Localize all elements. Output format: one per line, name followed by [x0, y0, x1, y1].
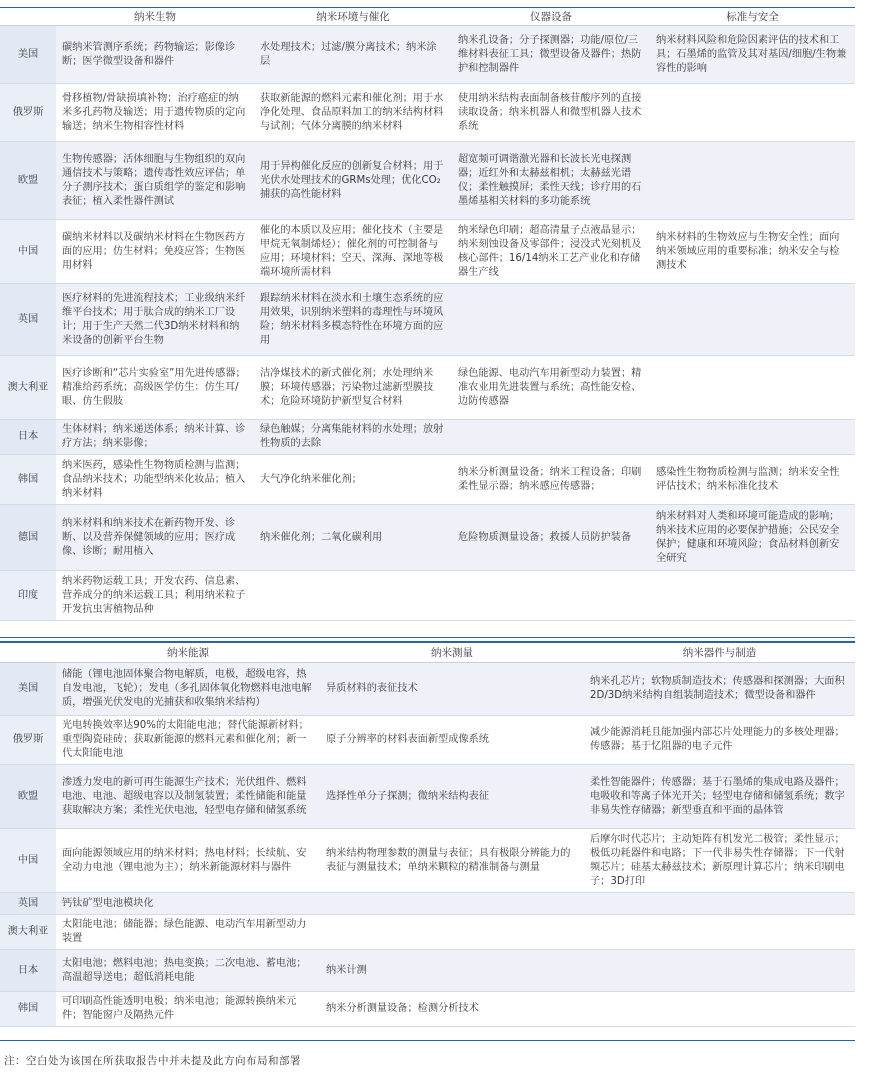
country-cell: 印度	[0, 571, 56, 621]
table-cell	[650, 571, 855, 621]
table-cell: 纳米材料和纳米技术在新药物开发、诊断、以及营养保健领域的应用；医疗成像、诊断；耐用植入	[56, 505, 254, 571]
table-cell: 光电转换效率达90%的太阳能电池；替代能源新材料；重型陶瓷硅砖；获取新能源的燃料元素和催化剂；新一代太阳能电池	[56, 716, 320, 765]
table-cell: 太阳电池；燃料电池；热电变换；二次电池、蓄电池；高温超导送电；超低消耗电能	[56, 950, 320, 992]
table-cell: 使用纳米结构表面制备核苷酸序列的直接读取设备；纳米机器人和微型机器人技术系统	[452, 84, 650, 142]
table-cell: 面向能源领域应用的纳米材料；热电材料；长续航、安全动力电池（锂电池为主）；纳米新能源材料与器件	[56, 829, 320, 893]
country-cell: 澳大利亚	[0, 915, 56, 950]
table-cell: 洁净煤技术的新式催化剂；水处理纳米膜；环境传感器；污染物过滤新型膜技术；危险环境防护新型复合材料	[254, 356, 452, 420]
table-cell: 催化的本质以及应用；催化技术（主要是甲烷无氧制烯烃）；催化剂的可控制备与应用；环境材料；空天、深海、深地等极端环境所需材料	[254, 220, 452, 284]
bottom-rule	[0, 1040, 855, 1041]
table-row	[0, 420, 855, 455]
country-cell: 欧盟	[0, 142, 56, 220]
table-row	[0, 716, 855, 765]
table-cell: 绿色触媒；分离集能材料的水处理；放射性物质的去除	[254, 420, 452, 455]
table-cell: 碳纳米材料以及碳纳米材料在生物医药方面的应用；仿生材料；免疫应答；生物医用材料	[56, 220, 254, 284]
header-nano-bio: 纳米生物	[56, 8, 254, 26]
table-cell: 钙钛矿型电池模块化	[56, 893, 320, 915]
table-cell: 渗透力发电的新可再生能源生产技术；光伏组件、燃料电池、电池、超级电容以及制氢装置；柔性储能和能量获取解决方案；柔性光伏电池，轻型电存储和储氢系统	[56, 765, 320, 829]
table-cell: 纳米分析测量设备；检测分析技术	[320, 992, 584, 1027]
header-standards-safety: 标准与安全	[650, 8, 855, 26]
table-cell	[650, 284, 855, 356]
table-row	[0, 356, 855, 420]
table-cell: 获取新能源的燃料元素和催化剂；用于水净化处理、食品原料加工的纳米结构材料与试剂；气体分离膜的纳米材料	[254, 84, 452, 142]
table-row	[0, 220, 855, 284]
table-row	[0, 950, 855, 992]
table-cell	[650, 84, 855, 142]
table-cell	[584, 893, 855, 915]
table-cell: 水处理技术；过滤/膜分离技术；纳米涂层	[254, 26, 452, 84]
table-cell: 异质材料的表征技术	[320, 663, 584, 716]
table-cell	[254, 571, 452, 621]
table-cell: 超宽频可调谐激光器和长波长光电探测器；近红外和太赫兹相机；太赫兹光谱仪；柔性触摸屏；柔性天线；诊疗用的石墨烯基相关材料的多功能系统	[452, 142, 650, 220]
table-row	[0, 505, 855, 571]
country-cell: 美国	[0, 26, 56, 84]
table-cell	[650, 142, 855, 220]
table-header-row	[0, 643, 855, 663]
header-corner	[0, 643, 56, 663]
country-cell: 俄罗斯	[0, 716, 56, 765]
country-cell: 俄罗斯	[0, 84, 56, 142]
table-cell: 纳米结构物理参数的测量与表征；具有极限分辨能力的表征与测量技术；单纳米颗粒的精准制备与测量	[320, 829, 584, 893]
country-cell: 中国	[0, 829, 56, 893]
table-cell: 碳纳米管测序系统；药物输运；影像诊断；医学微型设备和器件	[56, 26, 254, 84]
research-layout-table-1	[0, 7, 855, 621]
table-cell: 太阳能电池；储能器；绿色能源、电动汽车用新型动力装置	[56, 915, 320, 950]
table-cell: 纳米药物运载工具；开发农药、信息素、营养成分的纳米运载工具；利用纳米粒子开发抗虫害植物品种	[56, 571, 254, 621]
country-cell: 欧盟	[0, 765, 56, 829]
table-cell: 危险物质测量设备；救援人员防护装备	[452, 505, 650, 571]
country-cell: 日本	[0, 950, 56, 992]
table-cell	[452, 284, 650, 356]
table-row	[0, 765, 855, 829]
table-cell: 绿色能源、电动汽车用新型动力装置；精准农业用先进装置与系统；高性能安检、边防传感器	[452, 356, 650, 420]
country-cell: 英国	[0, 284, 56, 356]
table-cell: 大气净化纳米催化剂；	[254, 455, 452, 505]
table-cell	[584, 950, 855, 992]
table-cell: 医疗材料的先进流程技术；工业级纳米纤维平台技术；用于肽合成的纳米工厂设计；用于生产天然二代3D纳米材料和纳米设备的创新平台生物	[56, 284, 254, 356]
table-cell: 可印刷高性能透明电极；纳米电池；能源转换纳米元件；智能窗户及隔热元件	[56, 992, 320, 1027]
country-cell: 英国	[0, 893, 56, 915]
table-cell: 纳米材料的生物效应与生物安全性；面向纳米领域应用的重要标准；纳米安全与检测技术	[650, 220, 855, 284]
table-cell: 生体材料；纳米递送体系；纳米计算、诊疗方法；纳米影像；	[56, 420, 254, 455]
table-cell: 跟踪纳米材料在淡水和土壤生态系统的应用效果，识别纳米塑料的毒理性与环境风险；纳米材料多模态特性在环境方面的应用	[254, 284, 452, 356]
table-cell: 纳米孔设备；分子探测器；功能/原位/三维材料表征工具；微型设备及器件；热防护和控制器件	[452, 26, 650, 84]
table-cell: 纳米孔芯片；软物质制造技术；传感器和探测器；大面积2D/3D纳米结构自组装制造技术；微型设备和器件	[584, 663, 855, 716]
table-cell: 用于异构催化反应的创新复合材料；用于光伏水处理技术的GRMs处理；优化CO₂捕获的高性能材料	[254, 142, 452, 220]
table-cell: 医疗诊断和“芯片实验室”用先进传感器；精准给药系统；高级医学仿生：仿生耳/眼、仿生假肢	[56, 356, 254, 420]
table-cell: 柔性智能器件；传感器；基于石墨烯的集成电路及器件；电吸收和等离子体光开关；轻型电存储和储氢系统；数字非易失性存储器；新型垂直和平面的晶体管	[584, 765, 855, 829]
table-row	[0, 455, 855, 505]
table-row	[0, 663, 855, 716]
table-cell: 选择性单分子探测；微纳米结构表征	[320, 765, 584, 829]
table-cell: 纳米材料对人类和环境可能造成的影响；纳米技术应用的必要保护措施；公民安全保护；健康和环境风险；食品材料创新安全研究	[650, 505, 855, 571]
table-cell: 原子分辨率的材料表面新型成像系统	[320, 716, 584, 765]
table-cell: 感染性生物物质检测与监测；纳米安全性评估技术；纳米标准化技术	[650, 455, 855, 505]
footnote: 注：空白处为该国在所获取报告中并未提及此方向布局和部署	[4, 1055, 301, 1067]
header-nano-measurement: 纳米测量	[320, 643, 584, 663]
header-corner	[0, 8, 56, 26]
table-cell	[650, 420, 855, 455]
table-cell: 纳米绿色印刷；超高清量子点液晶显示；纳米刻蚀设备及零部件；浸没式光刻机及核心部件；16/14纳米工艺产业化和存储器生产线	[452, 220, 650, 284]
table-cell: 纳米分析测量设备；纳米工程设备；印刷柔性显示器；纳米感应传感器；	[452, 455, 650, 505]
table-row	[0, 84, 855, 142]
table-row	[0, 893, 855, 915]
table-cell	[650, 356, 855, 420]
research-layout-table-2	[0, 642, 855, 1027]
country-cell: 德国	[0, 505, 56, 571]
table-cell: 纳米医药，感染性生物物质检测与监测；食品纳米技术；功能型纳米化妆品；植入纳米材料	[56, 455, 254, 505]
country-cell: 澳大利亚	[0, 356, 56, 420]
table-cell: 纳米计测	[320, 950, 584, 992]
table-cell	[320, 893, 584, 915]
table-row	[0, 915, 855, 950]
table-cell	[320, 915, 584, 950]
table-cell	[584, 915, 855, 950]
table-row	[0, 571, 855, 621]
table-row	[0, 142, 855, 220]
table-row	[0, 284, 855, 356]
table-row	[0, 829, 855, 893]
table-row	[0, 26, 855, 84]
table-cell	[452, 420, 650, 455]
table-cell: 储能（锂电池固体聚合物电解质，电极，超级电容，热自发电池，飞轮）；发电（多孔固体氧化物燃料电池电解质，增强光伏发电的光捕获和收集纳米结构）	[56, 663, 320, 716]
country-cell: 韩国	[0, 455, 56, 505]
table-row	[0, 992, 855, 1027]
header-nano-env-catalysis: 纳米环境与催化	[254, 8, 452, 26]
table-cell	[452, 571, 650, 621]
table-cell: 骨移植物/骨缺损填补物；治疗癌症的纳米多孔药物及输送；用于遗传物质的定向输送；纳米生物相容性材料	[56, 84, 254, 142]
table-cell: 纳米材料风险和危险因素评估的技术和工具；石墨烯的监管及其对基因/细胞/生物兼容性的影响	[650, 26, 855, 84]
country-cell: 日本	[0, 420, 56, 455]
table-cell: 减少能源消耗且能加强内部芯片处理能力的多核处理器；传感器；基于忆阻器的电子元件	[584, 716, 855, 765]
country-cell: 美国	[0, 663, 56, 716]
header-nano-devices-manufacturing: 纳米器件与制造	[584, 643, 855, 663]
country-cell: 中国	[0, 220, 56, 284]
table-cell: 后摩尔时代芯片；主动矩阵有机发光二极管；柔性显示；极低功耗器件和电路；下一代非易失性存储器；下一代射频芯片；硅基太赫兹技术；新原理计算芯片；纳米印刷电子；3D打印	[584, 829, 855, 893]
country-cell: 韩国	[0, 992, 56, 1027]
header-nano-energy: 纳米能源	[56, 643, 320, 663]
table-header-row	[0, 8, 855, 26]
table-cell: 生物传感器；活体细胞与生物组织的双向通信技术与策略；遗传毒性效应评估；单分子测序技术；蛋白质组学的鉴定和影响表征；植入柔性器件测试	[56, 142, 254, 220]
header-instruments: 仪器设备	[452, 8, 650, 26]
table-cell: 纳米催化剂；二氧化碳利用	[254, 505, 452, 571]
table-cell	[584, 992, 855, 1027]
